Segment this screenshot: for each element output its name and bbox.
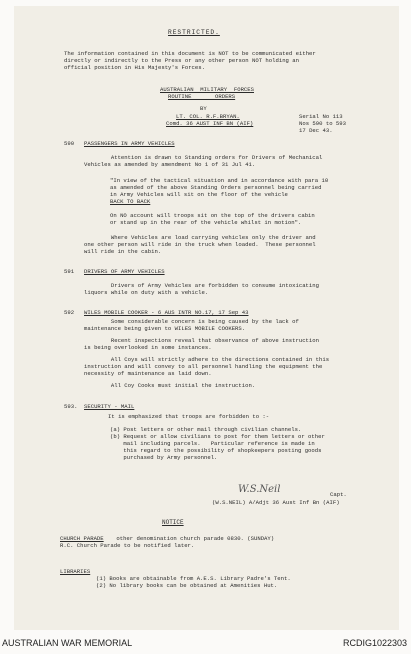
document-subtitle: ROUTINE ORDERS	[168, 93, 236, 100]
order-591-text: liquors while on duty with a vehicle.	[84, 289, 209, 296]
serial-number: Serial No 113	[299, 113, 343, 120]
by-text: BY	[200, 105, 207, 112]
order-numbers: Nos 590 to 593	[299, 120, 346, 127]
document-title: AUSTRALIAN MILITARY FORCES	[160, 86, 254, 93]
order-590-text: Attention is drawn to Standing orders for Drivers of Mechanical	[84, 154, 323, 161]
footer-institution: AUSTRALIAN WAR MEMORIAL	[2, 638, 133, 648]
order-592-text: All Coy Cooks must initial the instruction.	[84, 382, 256, 389]
order-593-item: (a) Post letters or other mail through civilian channels.	[110, 426, 302, 433]
order-592-text: maintenance being given to WILES MOBILE COOKERS.	[84, 325, 246, 332]
church-parade-label: CHURCH PARADE	[60, 535, 104, 542]
order-number-591: 591	[64, 268, 75, 275]
classification-marking: RESTRICTED.	[168, 29, 220, 36]
order-593-intro: It is emphasized that troops are forbidden to :-	[108, 413, 270, 420]
church-parade-note: R.C. Church Parade to be notified later.	[60, 542, 195, 549]
libraries-label: LIBRARIES	[60, 568, 91, 575]
footer-item-id: RCDIG1022303	[342, 638, 407, 648]
order-590-text: one other person will ride in the truck when loaded. These personnel	[84, 241, 316, 248]
signature-block: (W.S.NEIL) A/Adjt 36 Aust Inf Bn (AIF)	[212, 499, 340, 506]
order-593-item: (b) Request or allow civilians to post for them letters or other	[110, 433, 325, 440]
order-590-quote: "In view of the tactical situation and in accordance with para 10	[110, 177, 329, 184]
order-date: 17 Dec 43.	[299, 127, 333, 134]
order-590-quote-emphasis: BACK TO BACK	[110, 198, 151, 205]
signature-rank: Capt.	[330, 491, 347, 498]
order-590-quote: in Army Vehicles will sit on the floor of the vehicle	[110, 191, 288, 198]
command-line: Comd. 36 AUST INF BN (AIF)	[166, 120, 254, 127]
order-heading-590: PASSENGERS IN ARMY VEHICLES	[84, 140, 175, 147]
notice-heading: NOTICE	[162, 519, 184, 526]
order-number-590: 590	[64, 140, 75, 147]
church-parade-text: other denomination church parade 0830. (SUNDAY)	[113, 535, 275, 542]
order-590-text: Vehicles as amended by amendment No 1 of 31 Jul 41.	[84, 161, 256, 168]
order-592-text: instruction and will convey to all personnel handling the equipment the	[84, 363, 323, 370]
order-592-text: All Coys will strictly adhere to the directions contained in this	[84, 356, 330, 363]
order-592-text: Some considerable concern is being caused by the lack of	[84, 318, 299, 325]
order-592-text: is being overlooked in some instances.	[84, 344, 212, 351]
order-593-item: mail including parcels. Particular reference is made in	[110, 440, 315, 447]
order-number-592: 592	[64, 309, 75, 316]
order-heading-592: WILES MOBILE COOKER - 6 AUS INTR NO.17, 17 Sep 43	[84, 309, 249, 316]
notice-line-2: directly or indirectly to the Press or any other person NOT holding an	[64, 57, 299, 64]
order-number-593: 593.	[64, 403, 78, 410]
order-590-quote: or stand up in the rear of the vehicle whilst in motion".	[110, 219, 302, 226]
order-590-quote: as amended of the above Standing Orders personnel being carried	[110, 184, 322, 191]
order-590-text: Where Vehicles are load carrying vehicles only the driver and	[84, 234, 316, 241]
order-592-text: Recent inspections reveal that observance of above instruction	[84, 337, 319, 344]
order-592-text: necessity of maintenance as laid down.	[84, 370, 212, 377]
library-item: (1) Books are obtainable from A.E.S. Library Padre's Tent.	[96, 575, 291, 582]
handwritten-signature: W.S.Neil	[238, 484, 281, 495]
order-590-text: will ride in the cabin.	[84, 248, 162, 255]
order-593-item: this regard to the possibility of shopkeepers posting goods	[110, 447, 322, 454]
notice-line-1: The information contained in this document is NOT to be communicated either	[64, 50, 316, 57]
order-heading-591: DRIVERS OF ARMY VEHICLES	[84, 268, 165, 275]
archive-footer	[0, 632, 411, 654]
notice-line-3: official position in His Majesty's Forces.	[64, 64, 205, 71]
order-591-text: Drivers of Army Vehicles are forbidden to consume intoxicating	[84, 282, 319, 289]
officer-name: LT. COL. R.F.BRYAN.	[176, 113, 240, 120]
library-item: (2) No library books can be obtained at Amenities Hut.	[96, 582, 278, 589]
order-593-item: purchased by Army personnel.	[110, 454, 218, 461]
order-590-quote: On NO account will troops sit on the top of the drivers cabin	[110, 212, 315, 219]
order-heading-593: SECURITY - MAIL	[84, 403, 135, 410]
